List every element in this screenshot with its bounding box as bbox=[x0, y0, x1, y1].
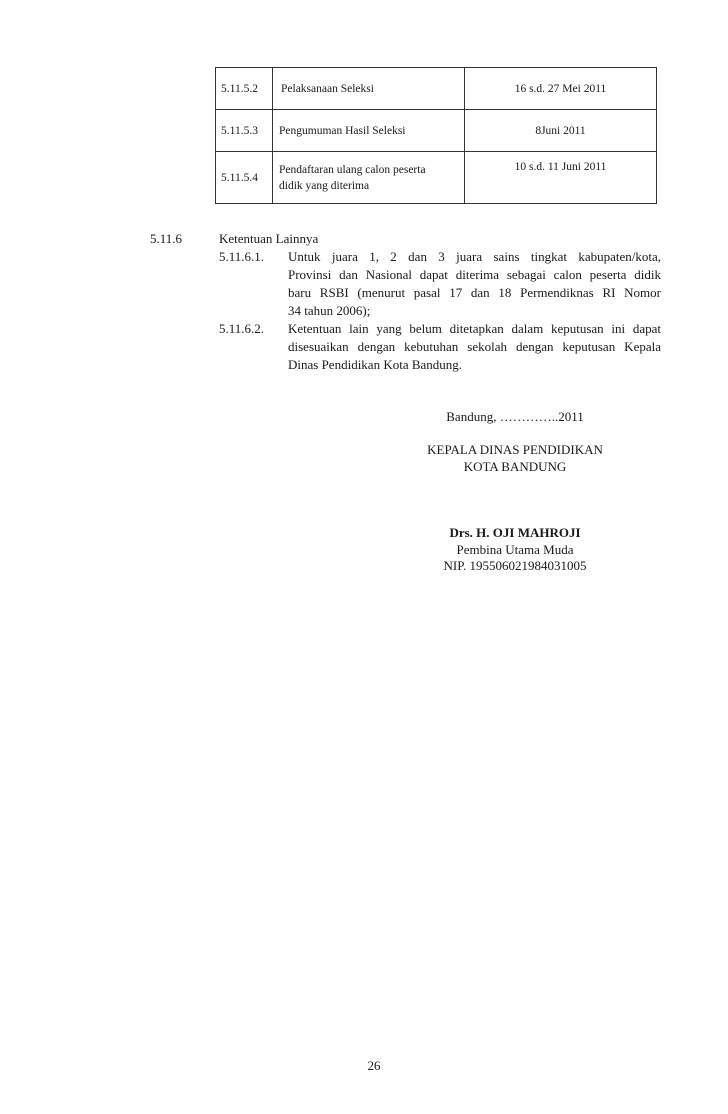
item-number: 5.11.6.2. bbox=[219, 321, 265, 336]
table-row bbox=[216, 68, 657, 110]
row-date: 8Juni 2011 bbox=[465, 110, 657, 152]
row-activity: Pengumuman Hasil Seleksi bbox=[273, 110, 465, 152]
table-row bbox=[216, 110, 657, 152]
item-line: 34 tahun 2006); bbox=[288, 303, 371, 318]
row-number: 5.11.5.2 bbox=[216, 68, 273, 110]
signatory-nip: NIP. 195506021984031005 bbox=[443, 558, 587, 573]
row-activity bbox=[273, 152, 465, 204]
signatory-name: Drs. H. OJI MAHROJI bbox=[449, 525, 581, 540]
page-number: 26 bbox=[367, 1058, 381, 1073]
item-line: Provinsi dan Nasional dapat diterima sebagai calon peserta didik bbox=[288, 267, 661, 282]
row-activity-line: didik yang diterima bbox=[279, 179, 370, 192]
row-date: 10 s.d. 11 Juni 2011 bbox=[465, 152, 657, 204]
section-title: Ketentuan Lainnya bbox=[219, 231, 319, 246]
item-line: Untuk juara 1, 2 dan 3 juara sains tingkat kabupaten/kota, bbox=[288, 249, 661, 264]
signatory-rank: Pembina Utama Muda bbox=[456, 542, 574, 557]
table-row bbox=[216, 152, 657, 204]
office-line: KEPALA DINAS PENDIDIKAN bbox=[427, 442, 603, 457]
row-activity-line: Pendaftaran ulang calon peserta bbox=[279, 163, 426, 176]
section-number: 5.11.6 bbox=[150, 231, 183, 246]
place-date: Bandung, …………..2011 bbox=[446, 409, 584, 424]
office-line: KOTA BANDUNG bbox=[463, 459, 567, 474]
item-line: baru RSBI (menurut pasal 17 dan 18 Permendiknas RI Nomor bbox=[288, 285, 661, 300]
row-number: 5.11.5.4 bbox=[216, 152, 273, 204]
item-line: Dinas Pendidikan Kota Bandung. bbox=[288, 357, 463, 372]
item-text bbox=[288, 248, 661, 320]
schedule-table bbox=[215, 67, 657, 204]
row-date: 16 s.d. 27 Mei 2011 bbox=[465, 68, 657, 110]
item-text bbox=[288, 320, 661, 374]
item-number: 5.11.6.1. bbox=[219, 249, 265, 264]
row-activity: Pelaksanaan Seleksi bbox=[273, 68, 465, 110]
row-number: 5.11.5.3 bbox=[216, 110, 273, 152]
item-line: Ketentuan lain yang belum ditetapkan dalam keputusan ini dapat bbox=[288, 321, 661, 336]
item-line: disesuaikan dengan kebutuhan sekolah dengan keputusan Kepala bbox=[288, 339, 661, 354]
